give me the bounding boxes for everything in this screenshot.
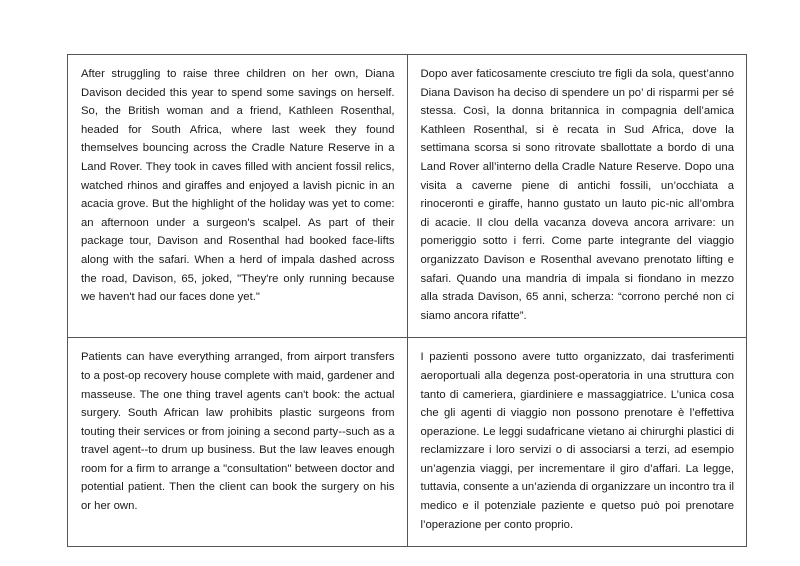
- italian-text-cell: Dopo aver faticosamente cresciuto tre figli da sola, quest’anno Diana Davison ha deciso di spendere un po’ di risparmi per sé stessa. Così, la donna britannica in compagnia dell’amica Kathleen Rosenthal, si è recata in Sud Africa, dove la settimana scorsa si sono ritrovate sballottate a bordo di una Land Rover all’interno della Cradle Nature Reserve. Dopo una visita a caverne piene di antichi fossili, un’occhiata a rinoceronti e giraffe, hanno gustato un lauto pic-nic all’ombra di acacie. Il clou della vacanza doveva ancora arrivare: un pomeriggio sotto i ferri. Come parte integrante del viaggio organizzato Davison e Rosenthal avevano prenotato lifting e safari. Quando una mandria di impala si fiondano in mezzo alla strada Davison, 65 anni, scherza: “corrono perché non ci siamo ancora rifatte”.: [407, 55, 747, 338]
- english-text-cell: After struggling to raise three children on her own, Diana Davison decided this year to spend some savings on herself. So, the British woman and a friend, Kathleen Rosenthal, headed for South Africa, where last week they found themselves bouncing across the Cradle Nature Reserve in a Land Rover. They took in caves filled with ancient fossil relics, watched rhinos and giraffes and enjoyed a lavish picnic in an acacia grove. But the highlight of the holiday was yet to come: an afternoon under a surgeon's scalpel. As part of their package tour, Davison and Rosenthal had booked face-lifts along with the safari. When a herd of impala dashed across the road, Davison, 65, joked, "They're only running because we haven't had our faces done yet.": [68, 55, 408, 338]
- table-row: [68, 55, 747, 338]
- english-text-cell: Patients can have everything arranged, from airport transfers to a post-op recovery house complete with maid, gardener and masseuse. The one thing travel agents can't book: the actual surgery. South African law prohibits plastic surgeons from touting their services or from joining a second party--such as a travel agent--to drum up business. But the law leaves enough room for a firm to arrange a "consultation" between doctor and potential patient. Then the client can book the surgery on his or her own.: [68, 338, 408, 547]
- italian-text-cell: I pazienti possono avere tutto organizzato, dai trasferimenti aeroportuali alla degenza post-operatoria in una struttura con tanto di cameriera, giardiniere e massaggiatrice. L’unica cosa che gli agenti di viaggio non possono prenotare è l’effettiva operazione. Le leggi sudafricane vietano ai chirurghi plastici di reclamizzare i loro servizi o di associarsi a terzi, ad esempio un’agenzia viaggi, per incrementare il giro d’affari. La legge, tuttavia, consente a un’azienda di organizzare un incontro tra il medico e il potenziale paziente e quetso può poi prenotare l’operazione per conto proprio.: [407, 338, 747, 547]
- table-row: [68, 338, 747, 547]
- translation-table: [67, 54, 747, 547]
